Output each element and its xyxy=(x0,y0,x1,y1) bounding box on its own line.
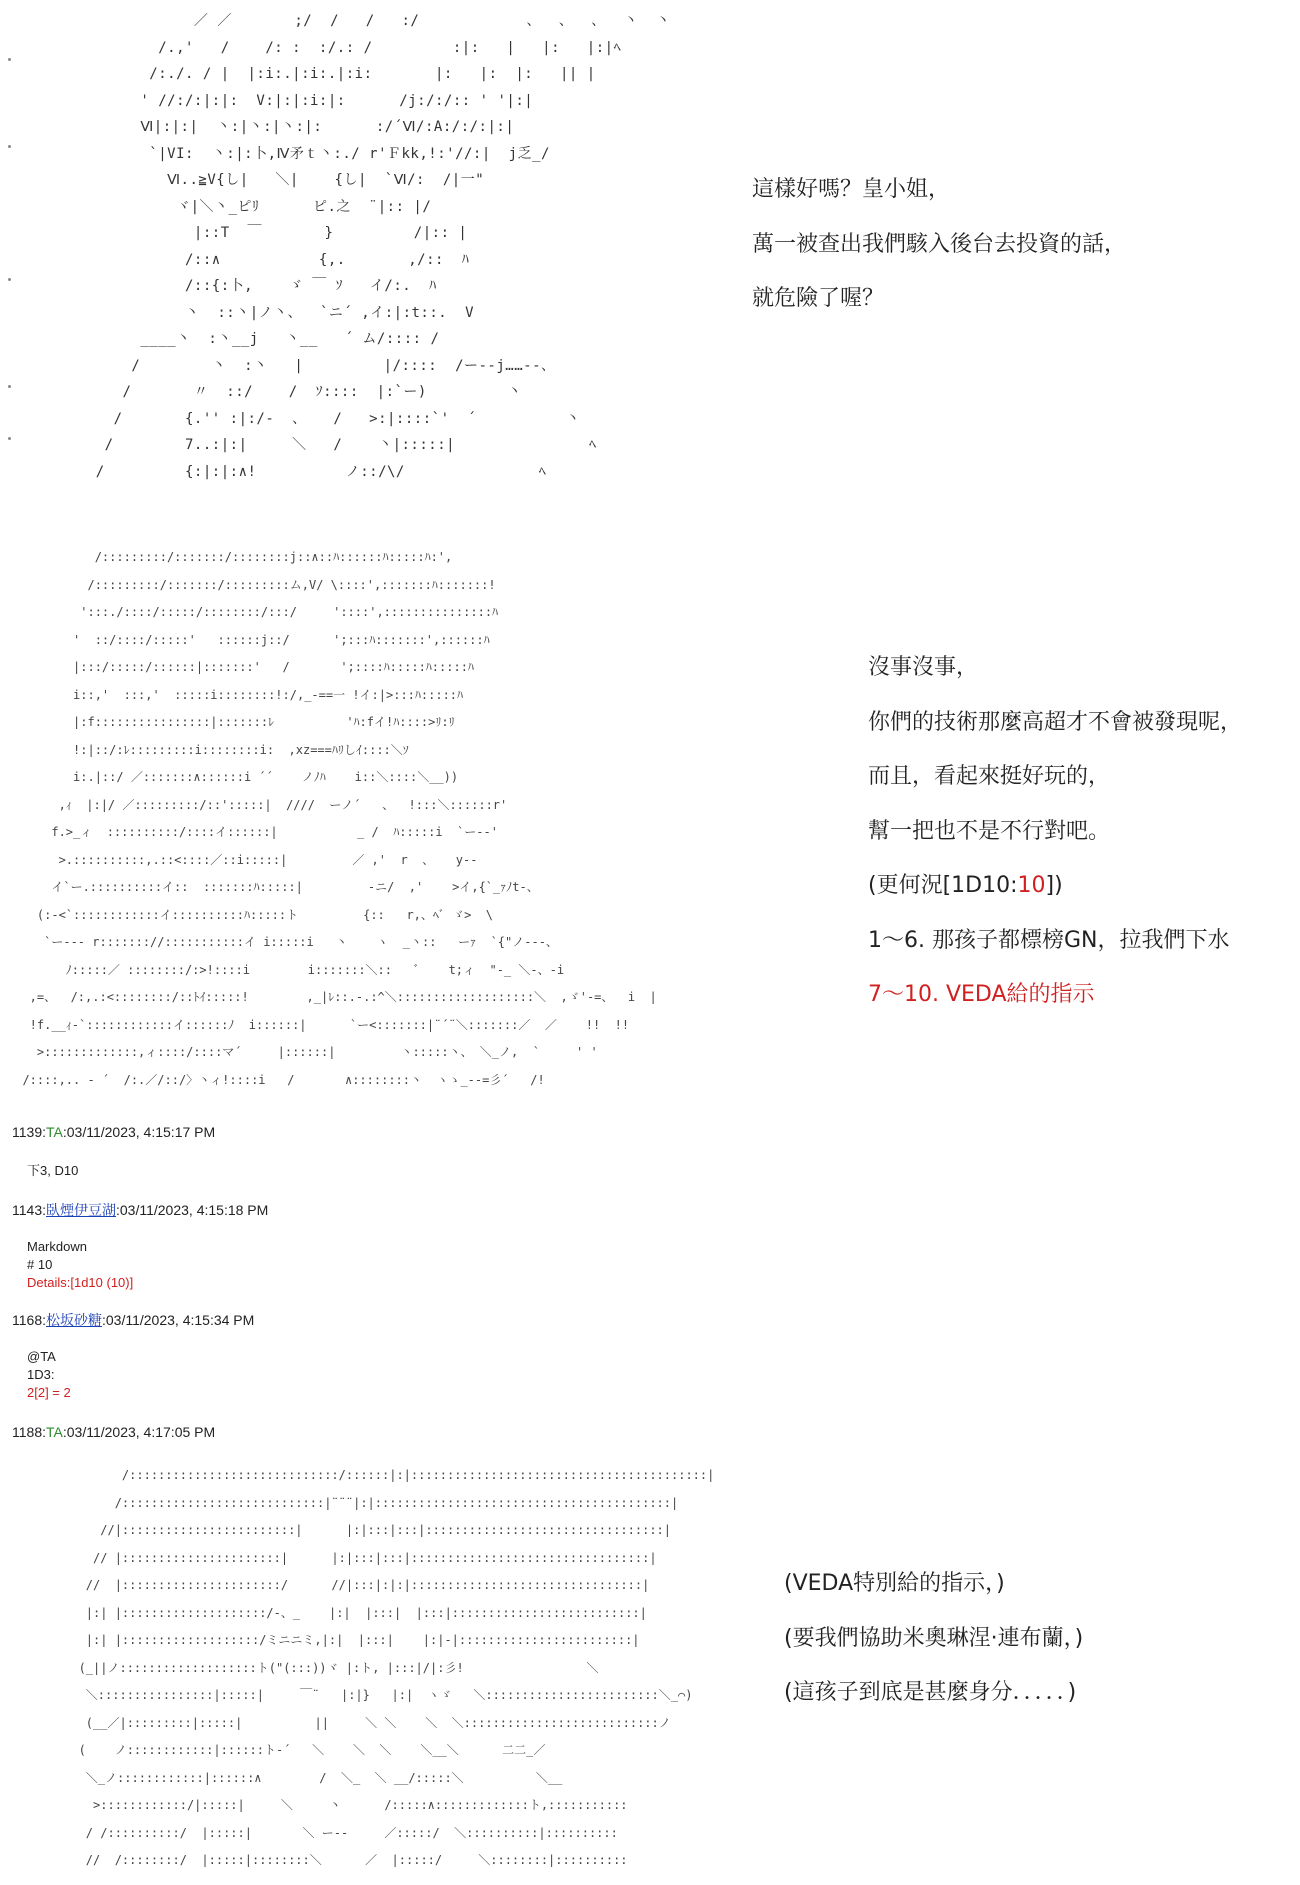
post-body-line: 1D3: xyxy=(27,1367,55,1382)
dialogue-segment: (更何況[1D10: xyxy=(868,873,1018,898)
margin-dot xyxy=(8,145,11,148)
dialogue-panel-1 xyxy=(752,163,1126,327)
dialogue-segment: 就危險了喔？ xyxy=(752,286,885,311)
post-author: TA xyxy=(46,1124,63,1140)
dialogue-segment: (要我們協助米奧琳涅·連布蘭，) xyxy=(784,1625,1084,1651)
post-timestamp: :03/11/2023, 4:15:17 PM xyxy=(62,1124,216,1140)
dialogue-segment: ]) xyxy=(1045,873,1063,898)
post-body-line: Details:[1d10 (10)] xyxy=(27,1275,134,1290)
post-header xyxy=(12,1310,254,1330)
post-separator: : xyxy=(42,1312,46,1328)
dialogue-line xyxy=(752,272,1126,327)
post-separator: : xyxy=(42,1124,46,1140)
post-author: TA xyxy=(46,1424,63,1440)
dialogue-line xyxy=(868,968,1242,1023)
margin-dot xyxy=(8,278,11,281)
post-number: 1143 xyxy=(12,1202,43,1218)
ascii-art-text: ／ ／ ;/ / / :/ 、 、 、 丶 丶 /.,' / /: : :/.: / :|: | |: |:|ﾍ /:./. / | |:i:.|:i:.|:i: |: |: |: || | ' //:/:|:|: V:|:|:i:|: /j:/:/:: ' '|:| Ⅵ|:|:| 丶:|丶:|丶:|: :/´Ⅵ/:A:/:/:|:| `|VI: 丶:|:卜,Ⅳ矛ｔ丶:./ r'Ｆkk,!:'//:| j乏_/ Ⅵ..≧V{し| ＼| {し| `Ⅵ/: /|一" ヾ|＼丶_ピﾘ ピ.之 ¨|:: |/ |::T ￣ } /|:: | /::∧ {,. ,/:: ﾊ /::{:卜, ゞ ￣ ｿ イ/:. ﾊ 丶 ::丶|ノ丶、 `ニ´ ,イ:|:t::. V ____丶 :丶__j 丶__ ´ ム/:::: / / 丶 :丶 | |/:::: /ー--j……--、 / 〃 ::/ / ｿ:::: |:`ー) 丶 / {.'' :|:/- 、 / >:|::::`' ´ 丶 / 7..:|:| ＼ / 丶|:::::| ﾍ / {:|:|:∧! ノ::/\/ ﾍ xyxy=(95,13,671,480)
ascii-art-panel-1 xyxy=(60,8,720,500)
post-body-line: Markdown xyxy=(27,1239,87,1254)
margin-dot xyxy=(8,385,11,388)
ascii-art-text: /:::::::::/:::::::/::::::::j::∧::ﾊ::::::ﾊ:::::ﾊ:', /:::::::::/:::::::/:::::::::ム,V/ \::::',:::::::ﾊ:::::::! ':::./::::/:::::/::::::::/:::/ '::::',:::::::::::::::ﾊ ' ::/::::/:::::' ::::::j::/ ';:::ﾊ:::::::',::::::ﾊ |:::/:::::/::::::|:::::::' / ';::::ﾊ:::::ﾊ:::::ﾊ i::,' :::,' :::::i::::::::!:/,_-==一 !イ:|>:::ﾊ:::::ﾊ |:f::::::::::::::::|:::::::ﾚ 'ﾊ:fイ!ﾊ::::>ﾘ:ﾘ !:|::/:ﾚ:::::::::i::::::::i: ,xz===ﾊﾘしｲ::::＼ｿ i:.|::/ ／:::::::∧::::::i ´´ ノﾉﾊ i::＼::::＼__)) ,ｨ |:|/ ／:::::::::/::':::::| //// ーノ´ 、 !:::＼::::::r' f.>_ィ ::::::::::/::::イ::::::| _ / ﾊ:::::i `ー-‐' >.::::::::::,.::<::::／::i:::::| ／ ,' r 、 y-- イ`ー.::::::::::イ:: :::::::ﾊ:::::| -ニ/ ,' >イ,{`_ｧﾉt-、 (:-<`::::::::::::イ::::::::::ﾊ:::::ト {:: r,、ﾍﾞ ゞ> \ `ー--- r::::::://:::::::::::イ i:::::i 丶 ヽ _丶:: ーｧ `{"ノ---、 ﾉ:::::／ ::::::::/:>!::::i i:::::::＼:: ﾞ t;ィ "-_ ＼-、-i ,=、 /:,.:<::::::::/::ﾄｲ:::::! ,_|ﾚ::.-.:^＼:::::::::::::::::::＼ ,ゞ'-=、 i | !f.__ｨ-`::::::::::::イ::::::ﾉ i::::::| `ー<:::::::|¨´¨＼:::::::／ ／ !! !! >:::::::::::::,ィ::::/::::マ´ |::::::| 丶:::::丶、 ＼_ノ, ` ' ' /::::,.. - ´ /:.／/::/〉丶ィ!::::i / ∧::::::::丶 ヽゝ_--=彡´ /! xyxy=(22,550,657,1087)
post-body xyxy=(27,1162,78,1180)
dialogue-line xyxy=(868,914,1242,969)
dialogue-segment: (VEDA特別給的指示，) xyxy=(784,1571,1005,1596)
ascii-art-panel-3 xyxy=(28,1462,748,1882)
dialogue-segment: 這樣好嗎？皇小姐， xyxy=(752,177,951,202)
dialogue-line xyxy=(868,805,1242,860)
post-author[interactable]: 臥煙伊豆湖 xyxy=(46,1202,116,1218)
dialogue-line xyxy=(784,1666,1083,1721)
dialogue-line xyxy=(868,750,1242,805)
dialogue-segment: 1～6. 那孩子都標榜GN，拉我們下水 xyxy=(868,927,1230,953)
dialogue-panel-2 xyxy=(868,641,1242,1023)
post-timestamp: :03/11/2023, 4:15:18 PM xyxy=(116,1202,269,1218)
ascii-art-panel-2 xyxy=(8,544,778,1104)
post-timestamp: :03/11/2023, 4:15:34 PM xyxy=(102,1312,255,1328)
post-body-line: 2[2] = 2 xyxy=(27,1385,71,1400)
dialogue-segment: 而且，看起來挺好玩的， xyxy=(868,764,1111,789)
post-separator: : xyxy=(42,1424,46,1440)
post-separator: : xyxy=(42,1202,46,1218)
dialogue-segment: 沒事沒事， xyxy=(868,655,979,680)
dialogue-segment: (這孩子到底是甚麼身分．．．．．) xyxy=(784,1680,1077,1705)
dialogue-segment: 萬一被查出我們駭入後台去投資的話， xyxy=(752,231,1127,257)
dialogue-line xyxy=(784,1557,1083,1612)
post-body xyxy=(27,1238,133,1292)
dialogue-segment: 7～10. VEDA給的指示 xyxy=(868,982,1095,1007)
post-header xyxy=(12,1200,268,1220)
dialogue-segment: 你們的技術那麼高超才不會被發現呢， xyxy=(868,709,1243,735)
dialogue-segment: 10 xyxy=(1017,873,1046,898)
post-body xyxy=(27,1348,71,1402)
margin-dot xyxy=(8,437,11,440)
margin-dot xyxy=(8,58,11,61)
post-body-line: 下3, D10 xyxy=(27,1163,79,1178)
dialogue-line xyxy=(784,1612,1083,1667)
dialogue-line xyxy=(868,641,1242,696)
post-number: 1168 xyxy=(12,1312,43,1328)
dialogue-segment: 幫一把也不是不行對吧。 xyxy=(868,818,1111,844)
post-number: 1188 xyxy=(12,1424,43,1440)
post-body-line: # 10 xyxy=(27,1257,53,1272)
post-header xyxy=(12,1424,215,1440)
dialogue-line xyxy=(752,218,1126,273)
dialogue-line xyxy=(868,696,1242,751)
dialogue-line xyxy=(868,859,1242,914)
post-header xyxy=(12,1124,215,1140)
dialogue-panel-3 xyxy=(784,1557,1083,1721)
ascii-art-text: /:::::::::::::::::::::::::::::/::::::|:|:::::::::::::::::::::::::::::::::::::::::| /::::::::::::::::::::::::::::|¨¨¨|:|:::::::::::::::::::::::::::::::::::::::::| //|::::::::::::::::::::::::| |:|:::|:::|:::::::::::::::::::::::::::::::::| // |::::::::::::::::::::::| |:|:::|:::|:::::::::::::::::::::::::::::::::| // |::::::::::::::::::::::/ //|:::|:|:|::::::::::::::::::::::::::::::::| |:| |::::::::::::::::::::/-、_ |:| |:::| |:::|::::::::::::::::::::::::::| |:| |:::::::::::::::::::/ミニニミ,|:| |:::| |:|-|::::::::::::::::::::::::| (_||ノ:::::::::::::::::::ト("(:::))ヾ |:ト, |:::|/|:彡! ＼ ＼::::::::::::::::|:::::| ￣¨ |:|} |:| ヽゞ ＼::::::::::::::::::::::::＼_⌒) (__／|:::::::::|:::::| || ＼ ＼ ＼ ＼:::::::::::::::::::::::::::ノ ( ノ::::::::::::|::::::ト-´ ＼ ＼ ＼ ＼__＼ 二二_／ ＼_ノ::::::::::::|::::::∧ / ＼_ ＼ __/:::::＼ ＼__ >::::::::::::/|:::::| ＼ 丶 /:::::∧:::::::::::::ト,::::::::::: / /::::::::::/ |:::::| ＼ ー-- ／:::::/ ＼::::::::::|:::::::::: // /::::::::/ |:::::|::::::::＼ ／ |:::::/ ＼::::::::|:::::::::: xyxy=(78,1468,715,1867)
post-timestamp: :03/11/2023, 4:17:05 PM xyxy=(62,1424,216,1440)
post-number: 1139 xyxy=(12,1124,43,1140)
post-author[interactable]: 松坂砂糖 xyxy=(46,1312,102,1328)
dialogue-line xyxy=(752,163,1126,218)
post-body-line: @TA xyxy=(27,1349,56,1364)
